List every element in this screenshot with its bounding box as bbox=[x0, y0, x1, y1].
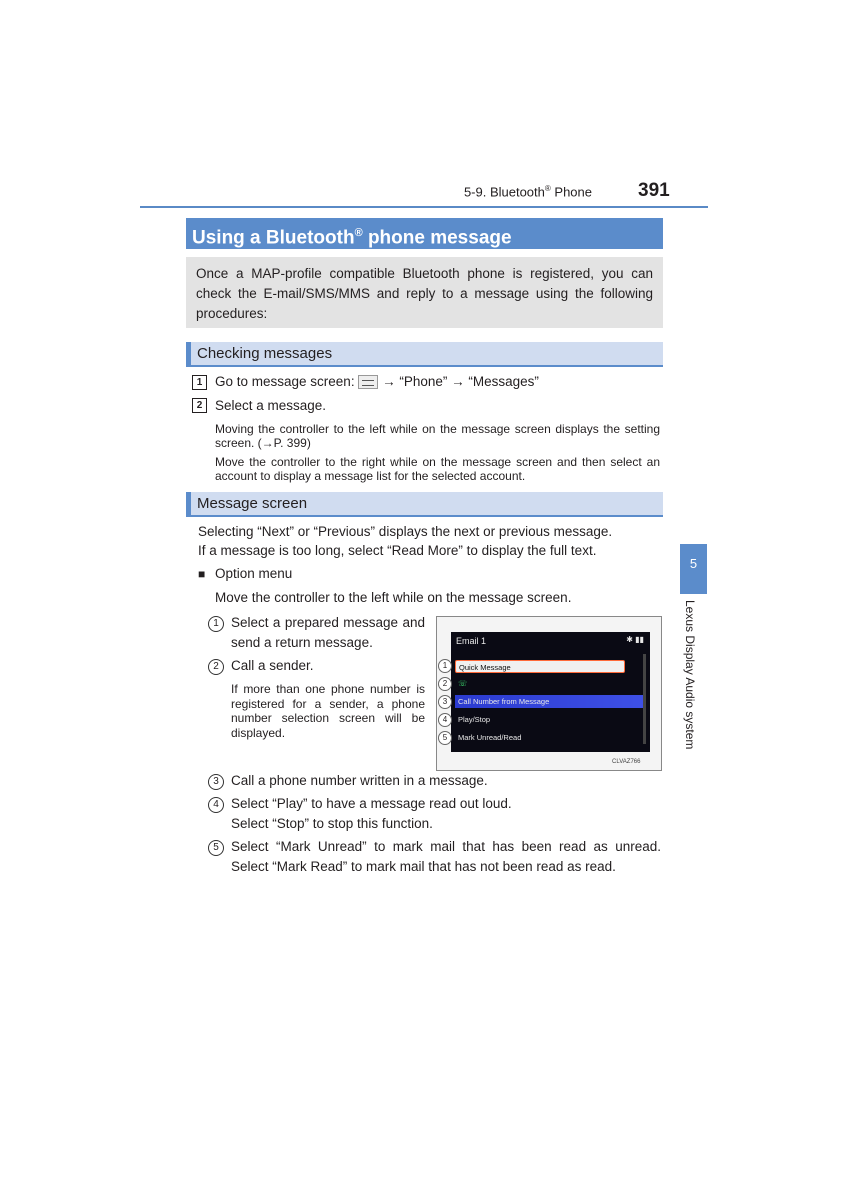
callout-5: 5 bbox=[438, 731, 452, 745]
screen-row-mark-unread: Mark Unread/Read bbox=[458, 733, 522, 742]
item-1-text: Select a prepared message and send a return message. bbox=[231, 615, 425, 650]
section-heading-message-screen: Message screen bbox=[186, 492, 663, 517]
item-number-3: 3 bbox=[208, 774, 224, 790]
item-5-text: Select “Mark Unread” to mark mail that has been read as unread. Select “Mark Read” to mark mail that has not been read as read. bbox=[231, 839, 661, 874]
item-number-1: 1 bbox=[208, 616, 224, 632]
step-number-1: 1 bbox=[192, 375, 207, 390]
bullet-square: ■ bbox=[198, 567, 206, 581]
note-setting-screen: Moving the controller to the left while on the message screen displays the setting screen. (→P. 399) bbox=[215, 422, 660, 450]
option-menu-desc: Move the controller to the left while on the message screen. bbox=[215, 590, 572, 605]
note-account-list: Move the controller to the right while on the message screen and then select an account to display a message list for the selected account. bbox=[215, 455, 660, 483]
running-header: 5-9. Bluetooth® Phone bbox=[463, 184, 592, 200]
screen-row-play-stop: Play/Stop bbox=[458, 715, 491, 724]
page-title: Using a Bluetooth® phone message bbox=[186, 218, 663, 249]
screen-row-quick-message: Quick Message bbox=[455, 660, 625, 673]
item-4-text: Select “Play” to have a message read out loud. bbox=[231, 796, 512, 811]
screen-scrollbar bbox=[643, 654, 646, 744]
callout-3: 3 bbox=[438, 695, 452, 709]
intro-box: Once a MAP-profile compatible Bluetooth phone is registered, you can check the E-mail/SMS/MMS and reply to a message using the following procedures: bbox=[186, 257, 663, 328]
section-heading-checking: Checking messages bbox=[186, 342, 663, 367]
item-4-text-2: Select “Stop” to stop this function. bbox=[231, 816, 433, 831]
screen-title: Email 1 bbox=[456, 636, 487, 646]
option-menu-title: Option menu bbox=[215, 566, 293, 581]
page-number: 391 bbox=[638, 180, 670, 201]
menu-icon bbox=[358, 375, 378, 389]
item-number-5: 5 bbox=[208, 840, 224, 856]
item-2-text: Call a sender. bbox=[231, 658, 314, 673]
step-1-text: Go to message screen: → “Phone” → “Messages” bbox=[215, 374, 539, 389]
item-2-note: If more than one phone number is registered for a sender, a phone number selection screen will be displayed. bbox=[231, 682, 425, 740]
item-number-4: 4 bbox=[208, 797, 224, 813]
option-menu-screen bbox=[451, 632, 650, 752]
image-code: CLVAZ766 bbox=[612, 759, 641, 765]
next-previous-text: Selecting “Next” or “Previous” displays the next or previous message. bbox=[198, 524, 613, 539]
callout-2: 2 bbox=[438, 677, 452, 691]
header-rule bbox=[140, 206, 708, 208]
callout-4: 4 bbox=[438, 713, 452, 727]
step-2-text: Select a message. bbox=[215, 398, 327, 413]
item-3-text: Call a phone number written in a message. bbox=[231, 773, 488, 788]
step-number-2: 2 bbox=[192, 398, 207, 413]
chapter-label: Lexus Display Audio system bbox=[683, 600, 697, 750]
read-more-text: If a message is too long, select “Read More” to display the full text. bbox=[198, 543, 597, 558]
screen-status-icons: ✱ ▮▮ bbox=[626, 635, 644, 644]
screen-row-call-sender: ☏ bbox=[458, 679, 468, 688]
item-number-2: 2 bbox=[208, 659, 224, 675]
screen-row-call-number: Call Number from Message bbox=[455, 695, 645, 708]
chapter-tab: 5 bbox=[680, 544, 707, 594]
callout-1: 1 bbox=[438, 659, 452, 673]
